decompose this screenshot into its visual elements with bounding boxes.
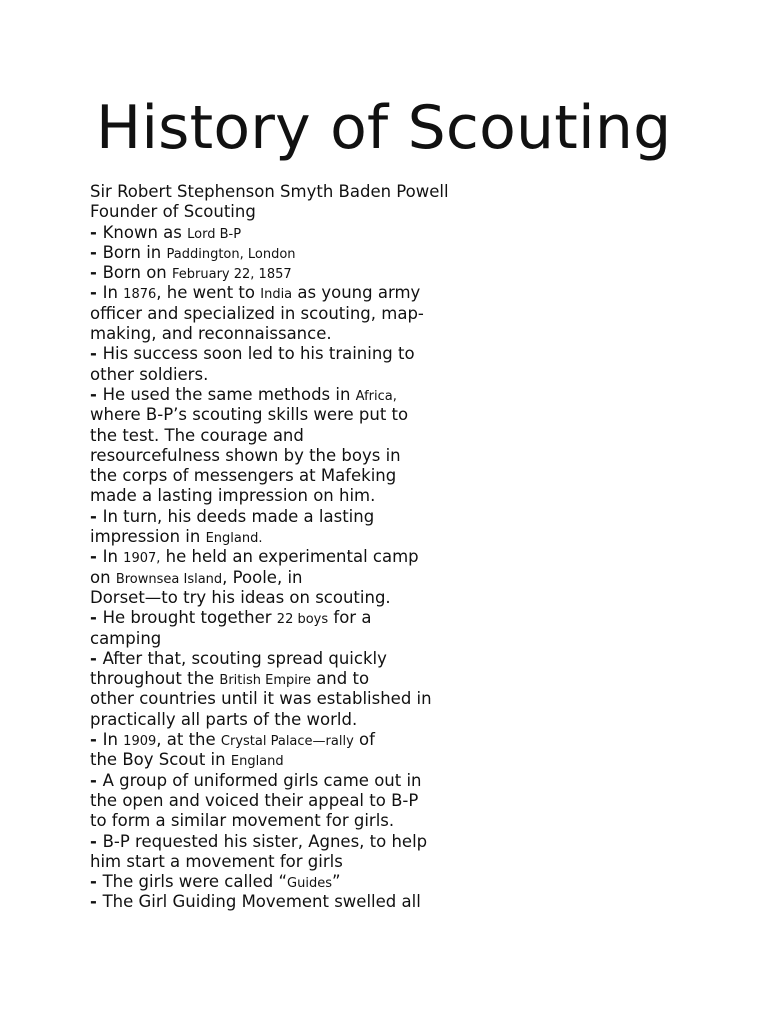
text-segment: In (102, 547, 124, 567)
text-segment: officer and specialized in scouting, map- (90, 303, 424, 323)
document-body (90, 182, 480, 913)
bullet-dash: - (90, 222, 103, 242)
text-segment: as young army (292, 283, 421, 303)
text-segment: making, and reconnaissance. (90, 324, 332, 344)
small-text-segment: February 22, 1857 (172, 267, 292, 283)
small-text-segment: England. (205, 531, 263, 547)
text-segment: impression in (90, 527, 206, 547)
text-line (90, 892, 480, 912)
text-segment: Sir Robert Stephenson Smyth Baden Powell (90, 182, 449, 201)
text-line (90, 446, 480, 466)
text-segment: , Poole, in (222, 567, 303, 587)
small-text-segment: Africa, (355, 388, 397, 404)
text-segment: In (102, 730, 124, 750)
small-text-segment: Brownsea Island (115, 571, 223, 587)
text-line (90, 730, 480, 750)
small-text-segment: India (260, 287, 293, 303)
bullet-dash: - (90, 384, 103, 404)
bullet-dash: - (90, 730, 103, 750)
text-line (90, 588, 480, 608)
text-segment: The girls were called “ (102, 872, 288, 892)
text-segment: ” (331, 872, 341, 892)
text-line (90, 832, 480, 852)
text-line (90, 202, 480, 222)
text-segment: In (102, 283, 124, 303)
bullet-dash: - (90, 648, 103, 668)
text-line (90, 568, 480, 588)
text-line (90, 629, 480, 649)
text-segment: B-P requested his sister, Agnes, to help (102, 831, 428, 851)
text-line (90, 771, 480, 791)
bullet-dash: - (90, 892, 103, 912)
text-segment: where B-P’s scouting skills were put to (90, 405, 409, 425)
text-segment: Born in (102, 242, 167, 262)
bullet-dash: - (90, 263, 103, 283)
text-segment: Born on (102, 263, 173, 283)
small-text-segment: 1907, (123, 551, 161, 567)
text-segment: the Boy Scout in (90, 750, 231, 770)
text-line (90, 223, 480, 243)
text-segment: , he went to (156, 283, 261, 303)
text-line (90, 811, 480, 831)
text-line (90, 344, 480, 364)
small-text-segment: Crystal Palace—rally (220, 734, 354, 750)
text-line (90, 852, 480, 872)
small-text-segment: 22 boys (276, 612, 329, 628)
text-line (90, 304, 480, 324)
text-line (90, 385, 480, 405)
bullet-dash: - (90, 344, 103, 364)
text-line (90, 365, 480, 385)
text-line (90, 507, 480, 527)
bullet-dash: - (90, 831, 103, 851)
text-segment: and to (310, 669, 370, 689)
text-segment: The Girl Guiding Movement swelled all (102, 892, 421, 912)
text-line (90, 669, 480, 689)
bullet-dash: - (90, 242, 103, 262)
text-line (90, 608, 480, 628)
text-segment: His success soon led to his training to (102, 344, 415, 364)
text-line (90, 791, 480, 811)
small-text-segment: 1909 (123, 734, 157, 750)
small-text-segment: Guides (287, 876, 332, 892)
text-segment: Dorset—to try his ideas on scouting. (90, 587, 391, 607)
bullet-dash: - (90, 770, 103, 790)
small-text-segment: Paddington, London (166, 246, 296, 262)
text-segment: the test. The courage and (90, 425, 304, 445)
text-segment: He brought together (102, 608, 277, 628)
text-line (90, 486, 480, 506)
small-text-segment: England (230, 754, 284, 770)
text-line (90, 547, 480, 567)
text-line (90, 689, 480, 709)
text-segment: other countries until it was established in (90, 689, 432, 709)
text-segment: After that, scouting spread quickly (102, 648, 387, 668)
small-text-segment: 1876 (123, 287, 157, 303)
small-text-segment: British Empire (219, 673, 311, 689)
text-line (90, 324, 480, 344)
text-segment: practically all parts of the world. (90, 709, 358, 729)
text-segment: , at the (156, 730, 221, 750)
text-line (90, 405, 480, 425)
text-segment: He used the same methods in (102, 384, 356, 404)
text-line (90, 426, 480, 446)
text-segment: the open and voiced their appeal to B-P (90, 790, 419, 810)
text-line (90, 649, 480, 669)
text-segment: made a lasting impression on him. (90, 486, 376, 506)
bullet-dash: - (90, 547, 103, 567)
text-segment: to form a similar movement for girls. (90, 811, 395, 831)
text-line (90, 466, 480, 486)
text-segment: camping (90, 628, 162, 648)
text-line (90, 263, 480, 283)
text-segment: him start a movement for girls (90, 851, 343, 871)
text-line (90, 872, 480, 892)
text-segment: he held an experimental camp (160, 547, 419, 567)
text-segment: on (90, 567, 116, 587)
bullet-dash: - (90, 872, 103, 892)
text-segment: other soldiers. (90, 364, 209, 384)
bullet-dash: - (90, 506, 103, 526)
text-line (90, 750, 480, 770)
text-segment: the corps of messengers at Mafeking (90, 466, 397, 486)
bullet-dash: - (90, 608, 103, 628)
text-segment: A group of uniformed girls came out in (102, 770, 422, 790)
text-segment: Known as (102, 222, 188, 242)
text-segment: In turn, his deeds made a lasting (102, 506, 375, 526)
text-segment: of (353, 730, 375, 750)
text-line (90, 182, 480, 202)
text-line (90, 527, 480, 547)
text-segment: Founder of Scouting (90, 202, 256, 222)
text-line (90, 710, 480, 730)
text-segment: throughout the (90, 669, 220, 689)
text-segment: resourcefulness shown by the boys in (90, 445, 401, 465)
bullet-dash: - (90, 283, 103, 303)
text-segment: for a (328, 608, 372, 628)
page-title: History of Scouting (96, 93, 672, 163)
text-line (90, 243, 480, 263)
small-text-segment: Lord B-P (187, 226, 242, 242)
text-line (90, 283, 480, 303)
